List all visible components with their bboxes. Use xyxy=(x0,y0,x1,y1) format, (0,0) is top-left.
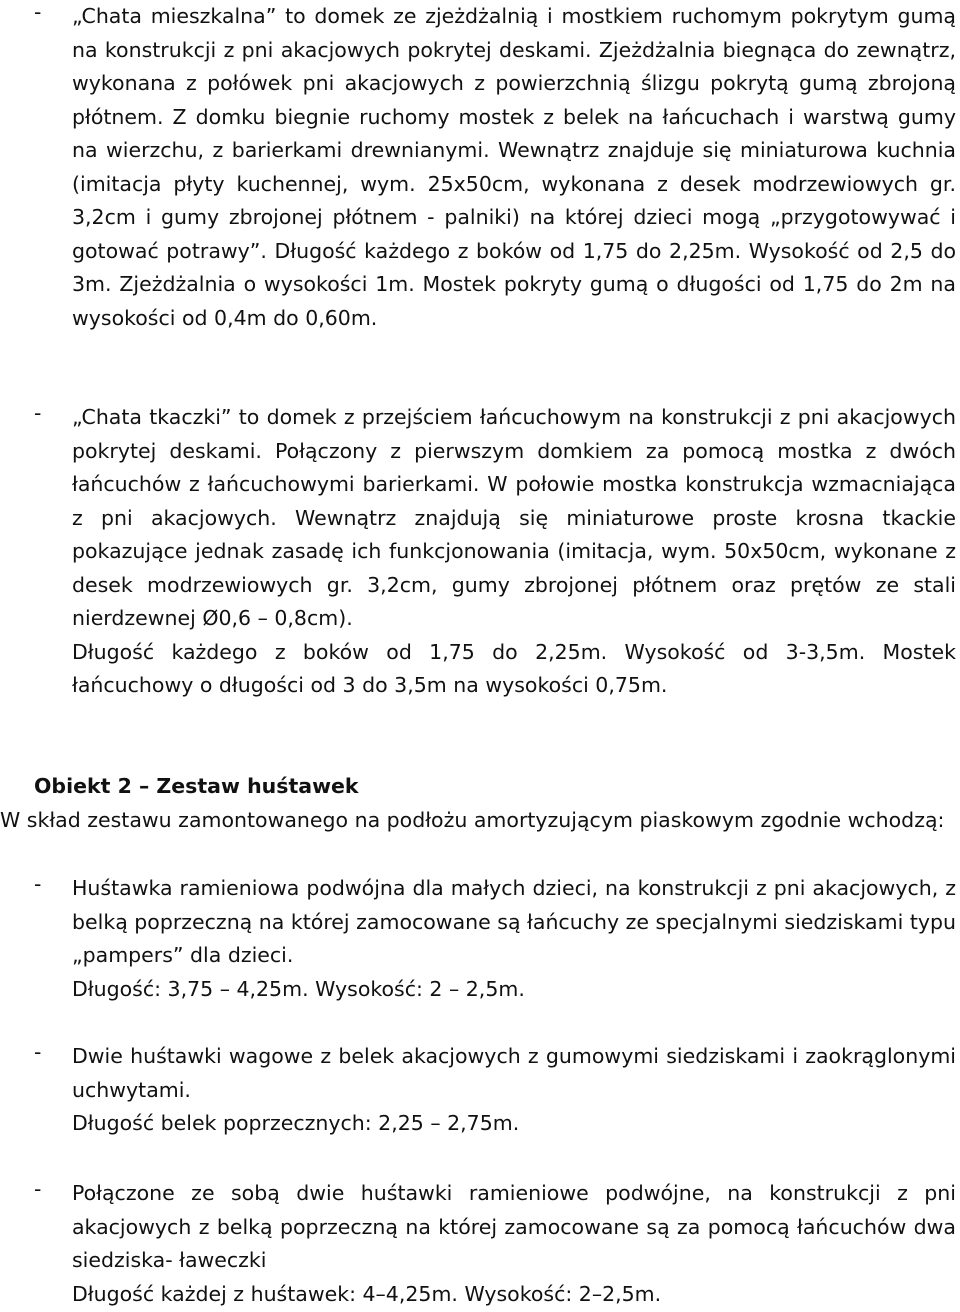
paragraph-chata-mieszkalna: „Chata mieszkalna” to domek ze zjeżdżalnią i mostkiem ruchomym pokrytym gumą na konstrukcji z pni akacjowych pokrytej deskami. Zjeżdżalnia biegnąca do zewnątrz, wykonana z połówek pni akacjowych z powierzchnią ślizgu pokrytą gumą zbrojoną płótnem. Z domku biegnie ruchomy mostek z belek na łańcuchach i warstwą gumy na wierzchu, z barierkami drewnianymi. Wewnątrz znajduje się miniaturowa kuchnia (imitacja płyty kuchennej, wym. 25x50cm, wykonana z desek modrzewiowych gr. 3,2cm i gumy zbrojonej płótnem - palniki) na której dzieci mogą „przygotowywać i gotować potrawy”. Długość każdego z boków od 1,75 do 2,25m. Wysokość od 2,5 do 3m. Zjeżdżalnia o wysokości 1m. Mostek pokryty gumą o długości od 1,75 do 2m na wysokości od 0,4m do 0,60m. xyxy=(72,4,956,330)
list-item-hustawki-wagowe xyxy=(34,1040,956,1141)
list-item-hustawka-ramieniowa xyxy=(34,872,956,1006)
dimensions-hustawki-polaczone: Długość każdej z huśtawek: 4–4,25m. Wysokość: 2–2,5m. xyxy=(72,1281,662,1306)
section-intro: W skład zestawu zamontowanego na podłożu amortyzującym piaskowym zgodnie wchodzą: xyxy=(0,808,945,832)
list-dash: - xyxy=(34,0,42,24)
section-heading-object-2: Obiekt 2 – Zestaw huśtawek xyxy=(34,774,359,798)
dimensions-hustawki-wagowe: Długość belek poprzecznych: 2,25 – 2,75m. xyxy=(72,1111,520,1135)
list-dash: - xyxy=(34,401,42,425)
list-item-chata-tkaczki xyxy=(34,401,956,703)
paragraph-hustawki-polaczone: Połączone ze sobą dwie huśtawki ramieniowe podwójne, na konstrukcji z pni akacjowych z belką poprzeczną na której zamocowane są za pomocą łańcuchów dwa siedziska- ławeczki xyxy=(72,1181,956,1272)
list-dash: - xyxy=(34,872,42,896)
list-item-hustawki-polaczone xyxy=(34,1177,956,1311)
paragraph-hustawka-ramieniowa: Huśtawka ramieniowa podwójna dla małych dzieci, na konstrukcji z pni akacjowych, z belką poprzeczną na której zamocowane są łańcuchy ze specjalnymi siedziskami typu „pampers” dla dzieci. xyxy=(72,876,956,967)
paragraph-hustawki-wagowe: Dwie huśtawki wagowe z belek akacjowych z gumowymi siedziskami i zaokrąglonymi uchwytami. xyxy=(72,1044,956,1102)
paragraph-chata-tkaczki: „Chata tkaczki” to domek z przejściem łańcuchowym na konstrukcji z pni akacjowych pokrytej deskami. Połączony z pierwszym domkiem za pomocą mostka z dwóch łańcuchów z łańcuchowymi barierkami. W połowie mostka konstrukcja wzmacniająca z pni akacjowych. Wewnątrz znajdują się miniaturowe proste krosna tkackie pokazujące jednak zasadę ich funkcjonowania (imitacja, wym. 50x50cm, wykonane z desek modrzewiowych gr. 3,2cm, gumy zbrojonej płótnem oraz prętów ze stali nierdzewnej Ø0,6 – 0,8cm). xyxy=(72,405,956,630)
list-item-chata-mieszkalna xyxy=(34,0,956,335)
list-dash: - xyxy=(34,1177,42,1201)
dimensions-hustawka-ramieniowa: Długość: 3,75 – 4,25m. Wysokość: 2 – 2,5m. xyxy=(72,976,525,1001)
dimensions-chata-tkaczki: Długość każdego z boków od 1,75 do 2,25m. Wysokość od 3-3,5m. Mostek łańcuchowy o długości od 3 do 3,5m na wysokości 0,75m. xyxy=(72,639,956,697)
list-dash: - xyxy=(34,1040,42,1064)
